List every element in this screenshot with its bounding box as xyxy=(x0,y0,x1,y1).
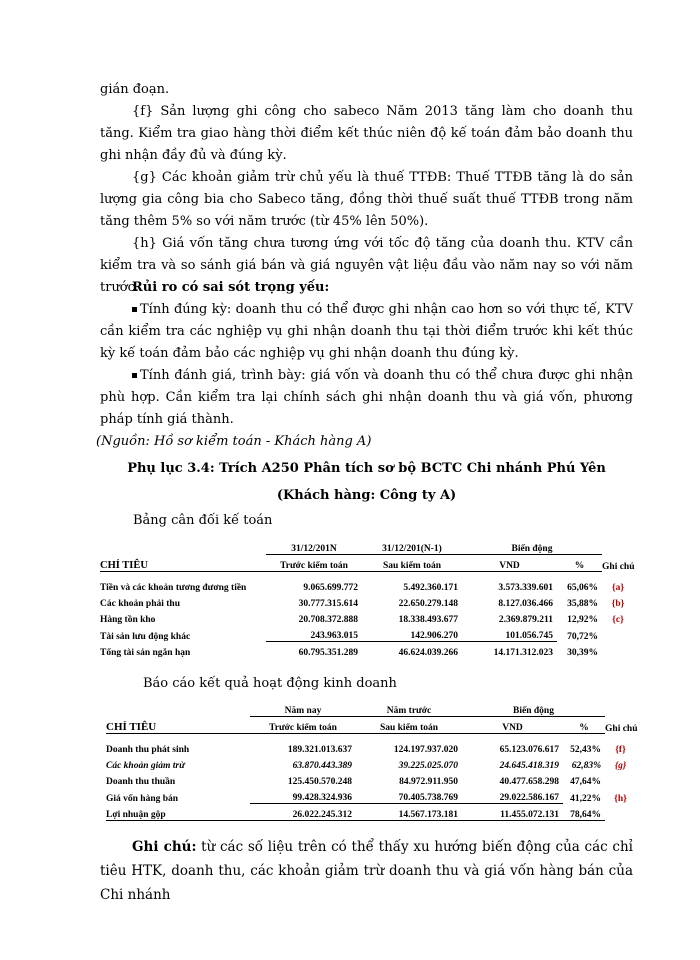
is-row-pct: 52,43% xyxy=(570,745,602,755)
is-row-pct: 62,83% xyxy=(571,761,602,771)
risk-bullet-2-text: Tính đánh giá, trình bày: giá vốn và doanh thu có thể chưa được ghi nhận phù hợp. Cần kiểm tra lại chính sách ghi nhận doanh thu và giá vốn, phương pháp tính giá thành. xyxy=(100,368,633,427)
closing-paragraph xyxy=(100,835,633,907)
bs-row-label: Hàng tồn kho xyxy=(100,615,156,625)
bs-row-v2: 22.650.279.148 xyxy=(398,599,458,609)
bs-total-v1: 60.795.351.289 xyxy=(298,648,358,658)
bs-row-v1: 9.065.699.772 xyxy=(303,583,358,593)
table-row xyxy=(100,577,634,593)
risk-heading: Rủi ro có sai sót trọng yếu: xyxy=(132,280,330,295)
appendix-subtitle: (Khách hàng: Công ty A) xyxy=(276,488,457,503)
table-row xyxy=(106,787,636,804)
table-total-row xyxy=(106,804,636,821)
is-total-label: Lợi nhuận gộp xyxy=(106,804,250,821)
bs-row-pct: 70,72% xyxy=(567,631,599,642)
is-row-label: Giá vốn hàng bán xyxy=(106,793,179,804)
bs-row-v1: 30.777.315.614 xyxy=(298,599,358,609)
bs-pct-header: % xyxy=(557,555,602,572)
is-row-label: Doanh thu thuần xyxy=(106,777,176,787)
risk-bullet-1 xyxy=(100,299,633,365)
bs-row-v1: 243.963.015 xyxy=(266,625,362,642)
bs-row-vnd: 8.127.036.466 xyxy=(498,599,553,609)
is-col2-top: Năm trước xyxy=(356,700,462,717)
bs-row-pct: 12,92% xyxy=(567,615,599,625)
is-row-label: Các khoản giảm trừ xyxy=(106,761,185,771)
is-row-v1: 63.870.443.389 xyxy=(292,761,352,771)
bs-row-vnd: 2.369.879.211 xyxy=(498,615,553,625)
is-row-note: {g} xyxy=(614,761,627,771)
bs-col2-sub: Sau kiểm toán xyxy=(362,555,462,572)
table-row xyxy=(106,739,636,755)
is-total-vnd: 11.455.072.131 xyxy=(462,804,563,821)
is-row-note xyxy=(605,771,636,787)
balance-sheet-table xyxy=(100,538,634,658)
is-col1-sub: Trước kiểm toán xyxy=(250,717,356,734)
bs-row-note: {b} xyxy=(611,599,625,609)
is-note-header: Ghi chú xyxy=(605,723,638,734)
bs-col1-top: 31/12/201N xyxy=(266,538,362,555)
is-row-vnd: 40.477.658.298 xyxy=(499,777,559,787)
risk-bullet-2 xyxy=(100,365,633,431)
is-col2-sub: Sau kiểm toán xyxy=(356,717,462,734)
bs-row-label: Các khoản phải thu xyxy=(100,599,180,609)
is-total-v2: 14.567.173.181 xyxy=(356,804,462,821)
bs-note-header: Ghi chú xyxy=(602,561,635,572)
is-row-v2: 70.405.738.769 xyxy=(356,787,462,804)
risk-bullet-1-text: Tính đúng kỳ: doanh thu có thể được ghi nhận cao hơn so với thực tế, KTV cần kiểm tra các nghiệp vụ ghi nhận doanh thu tại thời điểm trước khi kết thúc kỳ kế toán đảm bảo các nghiệp vụ ghi nhận doanh thu đúng kỳ. xyxy=(100,302,633,361)
balance-sheet-caption: Bảng cân đối kế toán xyxy=(133,513,273,528)
bs-label-header: CHỈ TIÊU xyxy=(100,555,266,572)
income-statement-caption: Báo cáo kết quả hoạt động kinh doanh xyxy=(143,676,397,691)
is-row-pct: 41,22% xyxy=(570,793,602,804)
is-row-label: Doanh thu phát sinh xyxy=(106,745,190,755)
is-change-top: Biến động xyxy=(462,700,605,717)
bs-total-pct: 30,39% xyxy=(567,648,599,658)
is-row-v2: 39.225.025.070 xyxy=(398,761,458,771)
bs-row-v2: 142.906.270 xyxy=(362,625,462,642)
source-note: (Nguồn: Hồ sơ kiểm toán - Khách hàng A) xyxy=(96,434,372,449)
is-row-vnd: 65.123.076.617 xyxy=(499,745,559,755)
is-total-v1: 26.022.245.312 xyxy=(250,804,356,821)
is-col1-top: Năm nay xyxy=(250,700,356,717)
is-row-pct: 47,64% xyxy=(570,777,602,787)
bs-row-note xyxy=(602,625,634,642)
table-row xyxy=(100,625,634,642)
bs-row-v2: 18.338.493.677 xyxy=(398,615,458,625)
bs-row-vnd: 101.056.745 xyxy=(462,625,557,642)
bs-row-pct: 65,06% xyxy=(567,583,599,593)
income-statement-table xyxy=(106,700,636,821)
paragraph-note-g: {g} Các khoản giảm trừ chủ yếu là thuế TTĐB: Thuế TTĐB tăng là do sản lượng gia công bia cho Sabeco tăng, đồng thời thuế suất thuế TTĐB trong năm tăng thêm 5% so với năm trước (từ 45% lên 50%). xyxy=(100,170,633,229)
is-row-v2: 124.197.937.020 xyxy=(393,745,458,755)
bs-col2-top: 31/12/201(N-1) xyxy=(362,538,462,555)
bullet-square-icon xyxy=(132,307,137,312)
table-row xyxy=(100,593,634,609)
bs-row-label: Tiền và các khoản tương đương tiền xyxy=(100,583,247,593)
is-row-v1: 189.321.013.637 xyxy=(287,745,352,755)
is-vnd-header: VND xyxy=(462,717,563,734)
paragraph-note-h: {h} Giá vốn tăng chưa tương ứng với tốc độ tăng của doanh thu. KTV cần kiểm tra và so sánh giá bán và giá nguyên vật liệu đầu vào năm nay so với năm trước. xyxy=(100,236,633,295)
closing-label: Ghi chú: xyxy=(132,839,197,855)
is-row-vnd: 29.022.586.167 xyxy=(462,787,563,804)
bs-row-note: {c} xyxy=(612,615,624,625)
is-row-note: {f} xyxy=(615,745,626,755)
is-row-v2: 84.972.911.950 xyxy=(399,777,458,787)
bs-vnd-header: VND xyxy=(462,555,557,572)
table-row xyxy=(106,755,636,771)
is-row-note: {h} xyxy=(614,793,627,804)
bs-row-vnd: 3.573.339.601 xyxy=(498,583,553,593)
bs-row-label: Tài sản lưu động khác xyxy=(100,631,191,642)
is-pct-header: % xyxy=(563,717,605,734)
bs-total-v2: 46.624.039.266 xyxy=(398,648,458,658)
bs-row-note: {a} xyxy=(611,583,625,593)
is-row-v1: 125.450.570.248 xyxy=(287,777,352,787)
bs-change-top: Biến động xyxy=(462,538,602,555)
table-row xyxy=(100,609,634,625)
is-total-pct: 78,64% xyxy=(563,804,605,821)
paragraph-note-f: {f} Sản lượng ghi công cho sabeco Năm 2013 tăng làm cho doanh thu tăng. Kiểm tra giao hàng thời điểm kết thúc niên độ kế toán đảm bảo doanh thu ghi nhận đầy đủ và đúng kỳ. xyxy=(100,104,633,163)
bs-row-pct: 35,88% xyxy=(567,599,599,609)
bs-row-v1: 20.708.372.888 xyxy=(298,615,358,625)
is-label-header: CHỈ TIÊU xyxy=(106,717,250,734)
is-row-vnd: 24.645.418.319 xyxy=(499,761,559,771)
table-total-row xyxy=(100,642,634,659)
bs-row-v2: 5.492.360.171 xyxy=(403,583,458,593)
bs-total-label: Tổng tài sản ngắn hạn xyxy=(100,648,191,658)
appendix-title: Phụ lục 3.4: Trích A250 Phân tích sơ bộ BCTC Chi nhánh Phú Yên xyxy=(127,461,606,476)
table-row xyxy=(106,771,636,787)
bs-col1-sub: Trước kiểm toán xyxy=(266,555,362,572)
bullet-square-icon xyxy=(132,373,137,378)
paragraph-continuation: gián đoạn. xyxy=(100,82,170,97)
is-row-v1: 99.428.324.936 xyxy=(250,787,356,804)
closing-text: từ các số liệu trên có thể thấy xu hướng biến động của các chỉ tiêu HTK, doanh thu, các khoản giảm trừ doanh thu và giá vốn hàng bán của Chi nhánh xyxy=(100,839,633,903)
bs-total-vnd: 14.171.312.023 xyxy=(493,648,553,658)
